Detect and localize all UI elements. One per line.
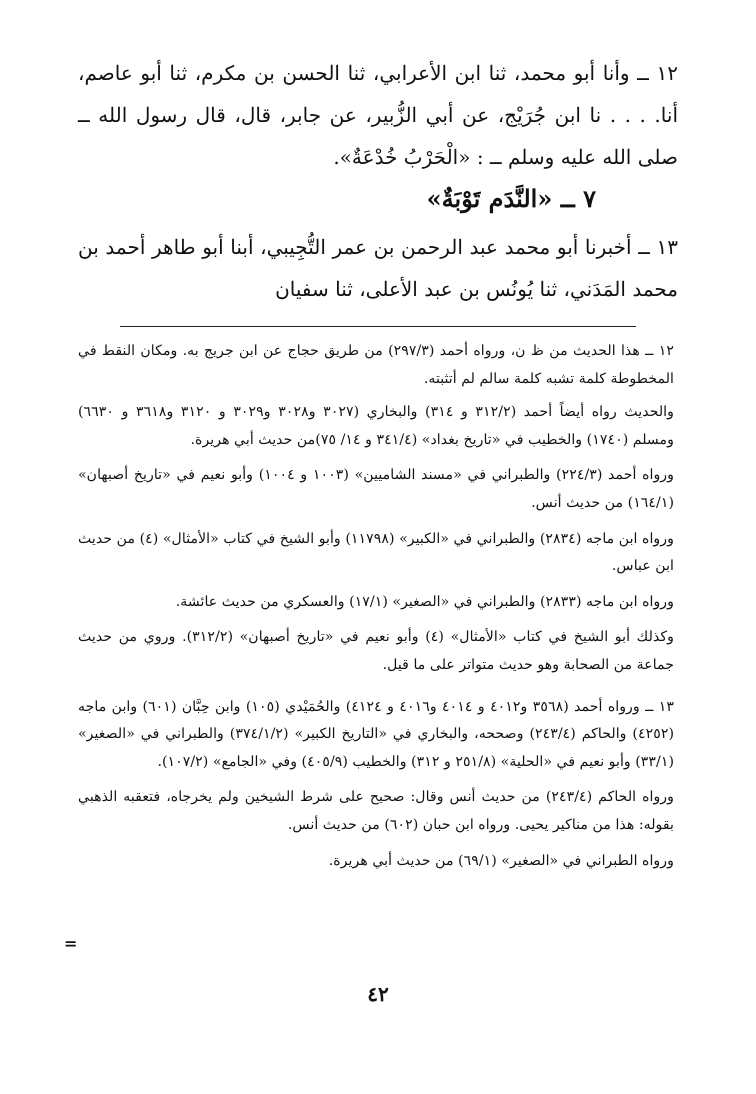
footnote-12-intro: ١٢ ــ هذا الحديث من ظ ن، ورواه أحمد (٢٩٧/٣) من طريق حجاج عن ابن جريج به. ومكان النقط في المخطوطة كلمة تشبه كلمة سالم لم أتثبته. (78, 343, 674, 387)
footnote-12-abu-hurayra: والحديث رواه أيضاً أحمد (٣١٢/٢ و ٣١٤) والبخاري (٣٠٢٧ و٣٠٢٨ و٣٠٢٩ و ٣١٢٠ و٣٦١٨ و ٦٦٣٠) ومسلم (١٧٤٠) والخطيب في «تاريخ بغداد» (٣٤١/٤ و ١٤/ ٧٥)من حديث أبي هريرة. (78, 404, 674, 448)
footnote-13-sources: ١٣ ــ ورواه أحمد (٣٥٦٨ و٤٠١٢ و ٤٠١٤ و٤٠١٦ و ٤١٢٤) والحُمَيْدي (١٠٥) وابن حِبَّان (٦٠١) وابن ماجه (٤٢٥٢) والحاكم (٢٤٣/٤) وصححه، والبخاري في «التاريخ الكبير» (٣٧٤/١/٢) والطبراني في «الصغير» (٣٣/١) وأبو نعيم في «الحلية» (٢٥١/٨ و ٣١٢) والخطيب (٤٠٥/٩) وفي «الجامع» (١٠٧/٢). (78, 698, 675, 770)
footnote-separator (120, 326, 636, 327)
footnotes-block (78, 338, 674, 881)
footnote-12-ibn-abbas: ورواه ابن ماجه (٢٨٣٤) والطبراني في «الكبير» (١١٧٩٨) وأبو الشيخ في كتاب «الأمثال» (٤) من حديث ابن عباس. (78, 530, 674, 575)
footnote-12-anas: ورواه أحمد (٢٢٤/٣) والطبراني في «مسند الشاميين» (١٠٠٣ و ١٠٠٤) وأبو نعيم في «تاريخ أصبهان» (١٦٤/١) من حديث أنس. (78, 467, 675, 511)
footnote-12-mutawatir: وكذلك أبو الشيخ في كتاب «الأمثال» (٤) وأبو نعيم في «تاريخ أصبهان» (٣١٢/٢). وروي من حديث جماعة من الصحابة وهو حديث متواتر على ما قيل. (78, 629, 675, 673)
footnote-13-tabarani: ورواه الطبراني في «الصغير» (٦٩/١) من حديث أبي هريرة. (328, 852, 674, 869)
page-number: ٤٢ (367, 982, 389, 1006)
footnote-12-aisha: ورواه ابن ماجه (٢٨٣٣) والطبراني في «الصغير» (١٧/١) والعسكري من حديث عائشة. (175, 593, 674, 610)
hadith-12-text: ١٢ ــ وأنا أبو محمد، ثنا ابن الأعرابي، ثنا الحسن بن مكرم، ثنا أبو عاصم، أنا. . . . نا ابن جُرَيْج، عن أبي الزُّبير، عن جابر، قال، قال رسول الله ــ صلى الله عليه وسلم ــ : «الْحَرْبُ خُدْعَةٌ». (78, 61, 678, 169)
continuation-mark: = (64, 934, 78, 953)
section-7-heading: ٧ ــ «النَّدَم تَوْبَةٌ» (426, 184, 596, 213)
footnote-13-hakim: ورواه الحاكم (٢٤٣/٤) من حديث أنس وقال: صحيح على شرط الشيخين ولم يخرجاه، فتعقبه الذهبي بقوله: هذا من مناكير يحيى. ورواه ابن حبان (٦٠٢) من حديث أنس. (78, 789, 674, 833)
hadith-13-text: ١٣ ــ أخبرنا أبو محمد عبد الرحمن بن عمر التُّجِيبي، أبنا أبو طاهر أحمد بن محمد المَدَني، ثنا يُونُس بن عبد الأعلى، ثنا سفيان (78, 235, 678, 301)
